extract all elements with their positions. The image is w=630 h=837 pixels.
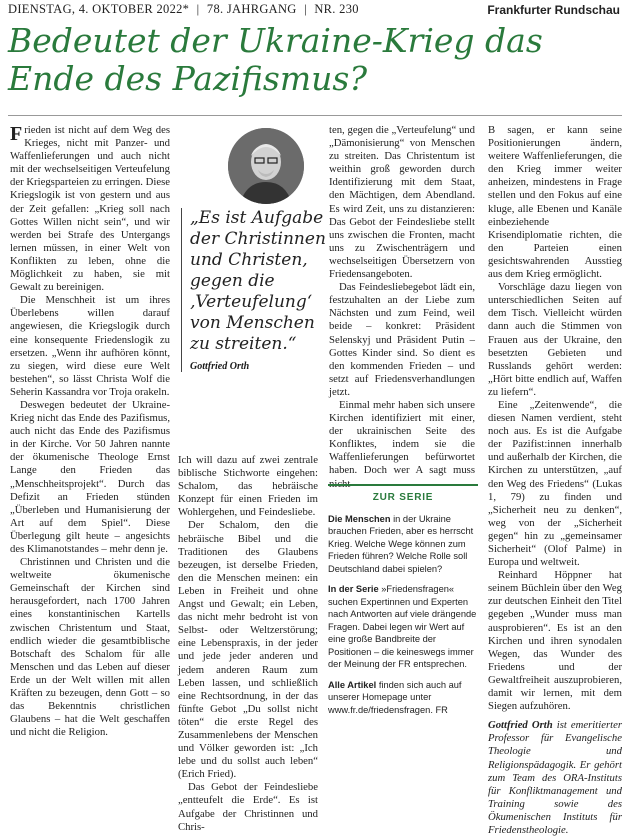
issue-date: DIENSTAG, 4. OKTOBER 2022* [8,2,190,16]
newspaper-brand: Frankfurter Rundschau [487,3,620,17]
infobox-paragraph: Alle Artikel finden sich auch auf unserer Homepage unter www.fr.de/friedensfragen. FR [328,679,462,715]
article-column-2 [178,454,318,834]
volume: 78. JAHRGANG [206,2,297,16]
masthead [0,0,630,22]
paragraph: Der Schalom, den die hebräische Bibel und die Traditionen des Glaubens bezeugen, ist derselbe Frieden, den die Menschen meinen: ein Leben in Freiheit und ohne Angst und Gewalt; ein Leben, das nicht mehr bedroht ist von Selbst- oder Weltzerstörung; eine Lebenspraxis, in der jeder und jede jeder anderen und jedem anderen Raum zum Leben lassen, und schließlich eine Rechtsordnung, in der das fünfte Gebot „Du sollst nicht töten“ die erste Regel des Zusammenlebens der Menschen und Völker geworden ist: „Ich lebe und du sollst auch leben“ (Erich Fried). [178,519,318,781]
pull-quote-author: Gottfried Orth [190,361,250,372]
article-column-1 [10,124,170,739]
paragraph: Das Feindesliebegebot lädt ein, festzuhalten an der Liebe zum Nächsten und zum Feind, weil beide – konkret: Präsident Selenskyj und Präsident Putin – Gottes Kinder sind. So dient es den kommenden Frieden – und setzt auf Friedensverhandlungen jetzt. [329,281,475,398]
paragraph: Einmal mehr haben sich unsere Kirchen identifiziert mit einer, der ukrainischen Seite des Konfliktes, indem sie die Waffenlieferungen befürwortet haben. Doch wer A sagt muss nicht [329,398,475,490]
pull-quote-text: „Es ist Aufgabe der Christinnen und Christen, gegen die ‚Verteufelung‘ von Menschen zu streiten.“ [190,208,326,354]
separator: | [304,2,307,16]
paragraph: Ich will dazu auf zwei zentrale biblische Stichworte eingehen: Schalom, das hebräische Konzept für einen Frieden im Wohlergehen, und Feindesliebe. [178,454,318,519]
author-portrait [228,128,304,204]
paragraph: Christinnen und Christen und die weltweite ökumenische Gemeinschaft der Kirchen sind herausgefordert, nach 1700 Jahren eines konstantinischen Kartells zwischen Christentum und Staat, endlich wieder die gesamtbiblische Botschaft des Schalom für alle Menschen und das Leben auf dieser Erde un der Welt willen mit allen Kräften zu bezeugen, denn Gott – so das Bekenntnis christlichen Glaubens – hat die Welt geschaffen und nicht die Religion. [10,556,170,739]
infobox-paragraph: Die Menschen in der Ukraine brauchen Frieden, aber es herrscht Krieg. Welche Wege können zum Frieden führen? Welche Rolle soll Deutschland dabei spielen? [328,513,474,574]
infobox-paragraph: In der Serie »Friedensfragen« suchen Expertinnen und Experten nach Antworten auf viele drängende Fragen. Dabei legen wir Wert auf eine große Bandbreite der Positionen – die keineswegs immer der Meinung der FR entsprechen. [328,584,477,669]
pull-quote [181,208,330,372]
paragraph: B sagen, er kann seine Positionierungen ändern, weitere Waffenlieferungen, die den Krieg immer weiter anheizen, mindestens in Frage stellen und den Fokus auf eine kluge, alle Ebenen und Kanäle einbeziehende Krisendiplomatie richten, die den Parteien einen gesichtswahrenden Ausstieg aus dem Krieg ermöglicht. [488,124,622,281]
paragraph: Vorschläge dazu liegen von unterschiedlichen Seiten auf dem Tisch. Vielleicht würden dann auch die Stimmen von Frauen aus der Ukraine, den besetzten Gebieten und Russlands gehört werden: „Hört bitte endlich auf, Waffen zu liefern“. [488,281,622,398]
series-tag: ZUR SERIE [372,492,434,503]
paragraph: Das Gebot der Feindesliebe „entteufelt die Erde“. Es ist Aufgabe der Christinnen und Chris- [178,781,318,833]
author-bio: Gottfried Orth ist emeritierter Professor für Evangelische Theologie und Religionspädagogik. Er gehört zum Team des ORA-Instituts für Konfliktmanagement und Training sowie des Ökumenischen Instituts für Friedenstheologie. [488,719,622,836]
headline: Bedeutet der Ukraine-Krieg das Ende des Pazifismus? [8,21,543,98]
paragraph: Die Menschheit ist um ihres Überlebens willen darauf angewiesen, die Kriegslogik durch eine konsequente Friedenslogik zu ersetzen. „Wenn ihr aufhören könnt, zu siegen, wird diese eure Welt bestehen“, so lässt Christa Wolf die Seherin Kassandra vor Troja orakeln. [10,294,170,398]
paragraph: Reinhard Höppner hat seinem Büchlein über den Weg zur deutschen Einheit den Titel gegeben „Wunder muss man ausprobieren“. Es ist an den Kirchen und ihren synodalen Wegen, das Wunder des Friedens und der Gewaltfreiheit auszuprobieren, damit wir lernen, mit dem Siegen aufzuhören. [488,569,622,713]
divider [8,115,622,116]
paragraph: Eine „Zeitenwende“, die diesen Namen verdient, steht noch aus. Es ist die Aufgabe der Pazifist:innen innerhalb und außerhalb der Kirchen, die Kirchen zu unterstützen, „auf den Weg des Friedens“ (Lukas 1, 79) zu finden und „Sicherheit neu zu denken“, weg von der „Sicherheit gegen“ hin zu „gemeinsamer Sicherheit“ (Olof Palme) in Europa und weltweit. [488,398,622,569]
drop-cap: F [10,123,23,145]
separator: | [196,2,200,16]
paragraph: Deswegen bedeutet der Ukraine-Krieg nicht das Ende des Pazifismus, auch nicht das Ende des Pazifismus in der Kirche. Vor 50 Jahren nannte der ökumenische Theologe Ernst Lange den Frieden das „Menschheitsprojekt“. Durch das Defizit an Frieden stünden „Überleben und Humanisierung der Art auf dem Spiel“. Diese Überlegung gilt heute – angesichts des Klimanotstandes – mehr denn je. [10,398,170,555]
series-infobox [328,484,478,724]
issue-number: NR. 230 [314,2,359,16]
dateline [8,2,359,17]
paragraph: Frieden ist nicht auf dem Weg des Krieges, nicht mit Panzer- und Waffenlieferungen und auch nicht mit der wechselseitigen Verteufelung der Kriegsparteien zu erringen. Diese Kriegslogik ist von gestern und aus der Zeit gefallen: „Krieg soll nach Gottes Willen nicht sein“, und wir werden bei Strafe des Untergangs lernen müssen, in einer Welt von Konflikten zu leben, ohne die Möglichkeit zu haben, sie mit Gewalt zu bereinigen. [10,123,170,294]
article-column-4 [488,124,622,837]
article-column-3 [329,124,475,491]
portrait-image [228,128,304,204]
paragraph: ten, gegen die „Verteufelung“ und „Dämonisierung“ von Menschen zu streiten. Das Christentum ist weithin groß geworden durch Identifizierung mit dem Staat, den Mächtigen, dem Abendland. Es wird Zeit, uns zu distanzieren: Das Gebot der Feindesliebe stellt uns zwischen die Fronten, macht uns zu Zwischenträgern und wechselseitigen Übersetzern von Friedensangeboten. [329,124,475,281]
